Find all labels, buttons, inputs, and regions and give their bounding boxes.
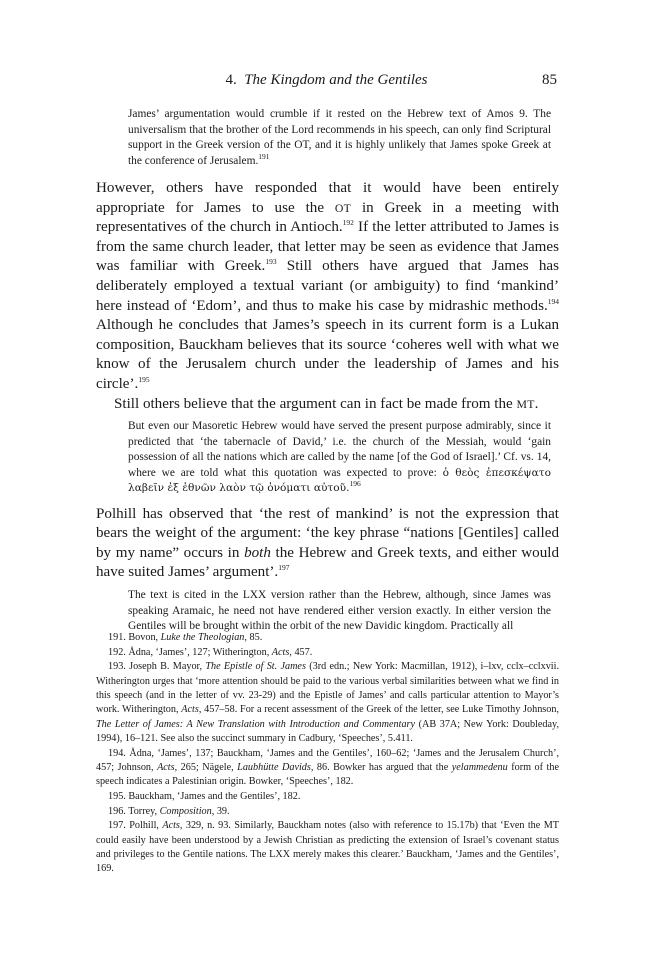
block-quote	[128, 419, 551, 497]
paragraph	[96, 505, 559, 583]
greek-quotation: ὁ θεὸς ἐπεσκέψατο λαβεῖν ἐξ ἐθνῶν λαὸν τῷ ὀνόματι αὐτοῦ.	[128, 466, 551, 495]
footnote-text: , 457.	[289, 646, 313, 658]
block-quote-text: James’ argumentation would crumble if it rested on the Hebrew text of Amos 9. The universalism that the brother of the Lord recommends in his speech, can only find Scriptural support in the Greek version of the OT, and it is highly unlikely that James spoke Greek at the conference of Jerusalem.	[128, 108, 551, 167]
footnote-text: , 265; Nägele,	[174, 761, 238, 773]
footnote-title: yelammedenu	[451, 761, 508, 773]
footnote-text: (AB 37A; New York: Doubleday, 1994), 16–121. See also the succinct summary in Cadbury, ‘Speeches’, 5.411.	[96, 718, 559, 744]
footnote-title: Acts	[271, 646, 290, 658]
paragraph-text: If the letter attributed to James is from the same church leader, that letter may be seen as evidence that James was familiar with Greek.	[96, 219, 559, 275]
block-quote-text: The text is cited in the LXX version rather than the Hebrew, although, since James was speaking Aramaic, he need not have rendered either version exactly. In either version the Gentiles will be brought within the orbit of the new Davidic kingdom. Practically all	[128, 589, 551, 632]
block-quote	[128, 107, 551, 169]
footnote-text: (3rd edn.; New York: Macmillan, 1912), i–lxv, cclx–cclxvii. Witherington urges that ‘more attention should be paid to the various verbal similarities between what we find in this speech (and in the letter of vv. 23-29) and the Epistle of James’ and calls particular attention to Mayor’s work. Witherington,	[96, 661, 560, 716]
small-caps-mt: MT	[516, 397, 535, 411]
emphasis: both	[244, 544, 271, 561]
footnote-ref-194[interactable]: 194	[547, 296, 559, 306]
footnote-197	[96, 819, 559, 876]
footnote-text: , 86. Bowker has argued that the	[310, 761, 452, 773]
paragraph	[96, 179, 559, 395]
footnote-text: Ådna, ‘James’, 127; Witherington,	[128, 646, 272, 658]
footnote-title: Acts	[162, 820, 180, 832]
paragraph-text: Still others believe that the argument can in fact be made from the	[114, 395, 517, 412]
footnote-title: Laubhütte Davids	[237, 761, 311, 773]
footnote-text: Bauckham, ‘James and the Gentiles’, 182.	[128, 790, 301, 802]
running-header	[96, 72, 557, 94]
footnote-195	[96, 790, 559, 804]
footnote-number: 192.	[108, 646, 126, 658]
footnote-number: 197.	[108, 820, 126, 832]
footnote-text: Polhill,	[129, 820, 163, 832]
paragraph	[96, 395, 559, 415]
footnote-number: 191.	[108, 632, 126, 643]
footnote-text: Ådna, ‘James’, 137; Bauckham, ‘James and the Gentiles’, 160–62; ‘James and the Jerusalem Church’, 457; Johnson,	[96, 747, 560, 773]
running-title	[96, 72, 557, 89]
footnote-text: , 39.	[211, 805, 230, 817]
footnote-ref-192[interactable]: 192	[342, 218, 354, 228]
footnote-196	[96, 805, 559, 819]
paragraph-text: .	[534, 395, 539, 412]
footnotes	[96, 631, 559, 877]
footnote-ref-193[interactable]: 193	[265, 257, 277, 267]
footnote-text: form of the speech indicates a Palestinian origin. Bowker, ‘Speeches’, 182.	[96, 761, 559, 788]
footnote-number: 193.	[108, 661, 126, 673]
paragraph-text: However, others have responded that it would have been entirely appropriate for James to use the	[96, 180, 559, 216]
footnote-title: Acts	[157, 761, 175, 773]
footnote-number: 194.	[108, 747, 126, 759]
footnote-194	[96, 747, 559, 790]
footnote-ref-197[interactable]: 197	[278, 563, 290, 573]
footnote-title: Composition	[159, 805, 212, 817]
footnote-ref-191[interactable]: 191	[258, 151, 270, 161]
chapter-number: 4.	[225, 72, 237, 88]
footnote-ref-195[interactable]: 195	[138, 374, 150, 384]
footnote-text: , 85.	[244, 632, 263, 643]
block-quote-text: But even our Masoretic Hebrew would have served the present purpose admirably, since it predicted that ‘the tabernacle of David,’ i.e. the church of the Messiah, would ‘gain possession of all the nations which are called by the name [of the God of Israel].’ Cf. vs. 14, where we are told what this quotation was expected to prove:	[128, 420, 551, 479]
footnote-text: Torrey,	[128, 805, 160, 817]
paragraph-text: the Hebrew and Greek texts, and either would have suited James’ argument’.	[96, 544, 559, 581]
small-caps-ot: OT	[334, 201, 352, 215]
block-quote	[128, 588, 551, 635]
footnote-ref-196[interactable]: 196	[349, 479, 361, 489]
footnote-number: 195.	[108, 790, 126, 802]
chapter-title: The Kingdom and the Gentiles	[244, 72, 428, 88]
footnote-text: Joseph B. Mayor,	[129, 661, 206, 673]
page-number: 85	[542, 72, 557, 88]
main-text	[96, 107, 559, 635]
paragraph-text: Polhill has observed that ‘the rest of mankind’ is not the expression that bears the weight of the argument: ‘the key phrase “nations [Gentiles] called by my name” occurs in	[96, 505, 559, 561]
footnote-title: The Letter of James: A New Translation with Introduction and Commentary	[96, 718, 416, 730]
paragraph-text: in Greek in a meeting with representatives of the church in Antioch.	[96, 199, 559, 236]
footnote-193	[96, 660, 559, 746]
footnote-text: , 329, n. 93. Similarly, Bauckham notes (also with reference to 15.17b) that ‘Even the MT could easily have been understood by a Jewish Christian as predicting the extension of Israel’s covenant status and privileges to the Gentile nations. The LXX merely makes this clearer.’ Bauckham, ‘James and the Gentiles’, 169.	[96, 820, 559, 875]
footnote-title: The Epistle of St. James	[205, 661, 306, 673]
footnote-number: 196.	[108, 805, 126, 817]
footnote-text: Bovon,	[128, 632, 161, 643]
footnote-text: , 457–58. For a recent assessment of the Greek of the letter, see Luke Timothy Johnson,	[198, 704, 560, 716]
paragraph-text: Although he concludes that James’s speech in its current form is a Lukan composition, Bauckham believes that its source ‘coheres well with what we know of the Jerusalem church under the leadership of James and his circle’.	[96, 317, 559, 392]
footnote-191	[96, 631, 559, 645]
footnote-title: Acts	[181, 704, 199, 716]
footnote-192	[96, 646, 559, 660]
footnote-title: Luke the Theologian	[160, 632, 245, 643]
paragraph-text: Still others have argued that James has deliberately employed a textual variant (or ambiguity) to find ‘mankind’ here instead of ‘Edom’, and thus to make his case by midrashic methods.	[96, 258, 559, 314]
